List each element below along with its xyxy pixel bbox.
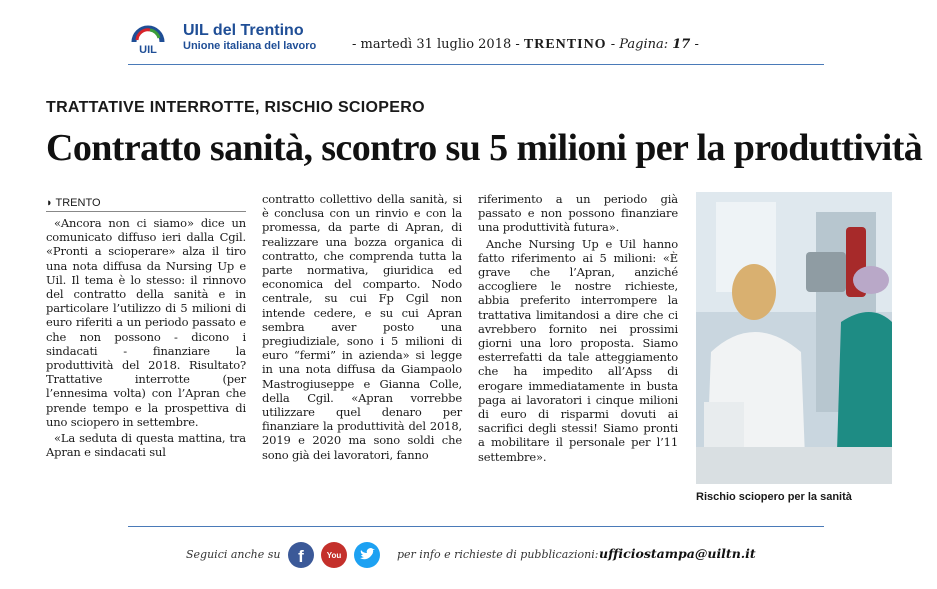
article-column-3 — [478, 192, 678, 464]
article-photo — [696, 192, 892, 484]
article-headline: Contratto sanità, scontro su 5 milioni per la produttività — [46, 127, 923, 169]
youtube-icon[interactable] — [320, 541, 348, 569]
publication-meta — [352, 37, 699, 52]
article-kicker: TRATTATIVE INTERROTTE, RISCHIO SCIOPERO — [46, 99, 425, 116]
facebook-glyph: f — [298, 547, 304, 566]
uil-logo — [128, 22, 168, 58]
footer-divider — [128, 526, 824, 527]
page-label: - Pagina: — [606, 37, 673, 52]
article-dateline — [46, 196, 101, 210]
org-name: UIL del Trentino — [183, 22, 304, 39]
follow-label: Seguici anche su — [186, 548, 281, 561]
twitter-icon[interactable] — [353, 541, 381, 569]
dateline-text: TRENTO — [55, 197, 101, 209]
youtube-glyph: You — [326, 551, 342, 560]
paragraph: «La seduta di questa mattina, tra Apran e sindacati sul — [46, 431, 246, 460]
logo-text: UIL — [139, 44, 157, 56]
paragraph: «Ancora non ci siamo» dice un comunicato diffuso ieri dalla Cgil. «Pronti a scioperare» alza il tiro una nota diffusa da Nursing Up e Uil. Il tema è lo stesso: il rinnovo del contratto della sanità e in particolare l’utilizzo di 5 milioni di euro riferiti a un periodo passato e che non possono - dicono i sindacati - finanziare la produttività del 2018. Risultato? Trattative interrotte (per l’ennesima volta) con l’Apran che prende tempo e la prospettiva di uno sciopero in settembre. — [46, 216, 246, 429]
dateline-divider — [46, 211, 246, 212]
page-suffix: - — [690, 37, 699, 52]
photo-caption: Rischio sciopero per la sanità — [696, 491, 852, 503]
contact-email-link[interactable]: ufficiostampa@uiltn.it — [599, 546, 756, 561]
info-label: per info e richieste di pubblicazioni: — [397, 548, 599, 561]
publication-name: TRENTINO — [523, 37, 607, 52]
dateline-marker-icon: ◗ — [46, 197, 56, 209]
paragraph: riferimento a un periodo già passato e non possono finanziare una produttività futura». — [478, 192, 678, 235]
article-column-1 — [46, 216, 246, 459]
paragraph: contratto collettivo della sanità, si è conclusa con un rinvio e con la promessa, da parte di Apran, di realizzare una bozza organica di contratto, che comprenda tutta la parte normativa, giuridica ed economica del comparto. Nodo centrale, su cui Fp Cgil non intende cedere, e su cui Apran sembra aver posto una pregiudiziale, sono i 5 milioni di euro “fermi” in azienda» si legge in una nota diffusa da Giampaolo Mastrogiuseppe e Gianna Colle, della Cgil. «Apran vorrebbe utilizzare quel denaro per finanziare la produttività del 2018, 2019 e 2020 ma sono soldi che sono già dei lavoratori, fanno — [262, 192, 462, 462]
facebook-icon[interactable] — [287, 541, 315, 569]
publication-date: - martedì 31 luglio 2018 - — [352, 37, 524, 52]
article-column-2 — [262, 192, 462, 462]
org-subtitle: Unione italiana del lavoro — [183, 40, 317, 52]
page-number: 17 — [672, 37, 691, 52]
header-divider — [128, 64, 824, 65]
paragraph: Anche Nursing Up e Uil hanno fatto riferimento ai 5 milioni: «È grave che l’Apran, anziché accogliere le nostre richieste, abbia preferito interrompere la trattativa limitandosi a dire che ci avrebbero fornito nei prossimi giorni una loro proposta. Siamo esterrefatti da tale atteggiamento che ha impedito all’Apss di erogare immediatamente in busta paga ai lavoratori i cinque milioni di euro di risparmi dovuti ai sacrifici degli stessi! Siamo pronti a mobilitare il personale per l’11 settembre». — [478, 236, 678, 464]
